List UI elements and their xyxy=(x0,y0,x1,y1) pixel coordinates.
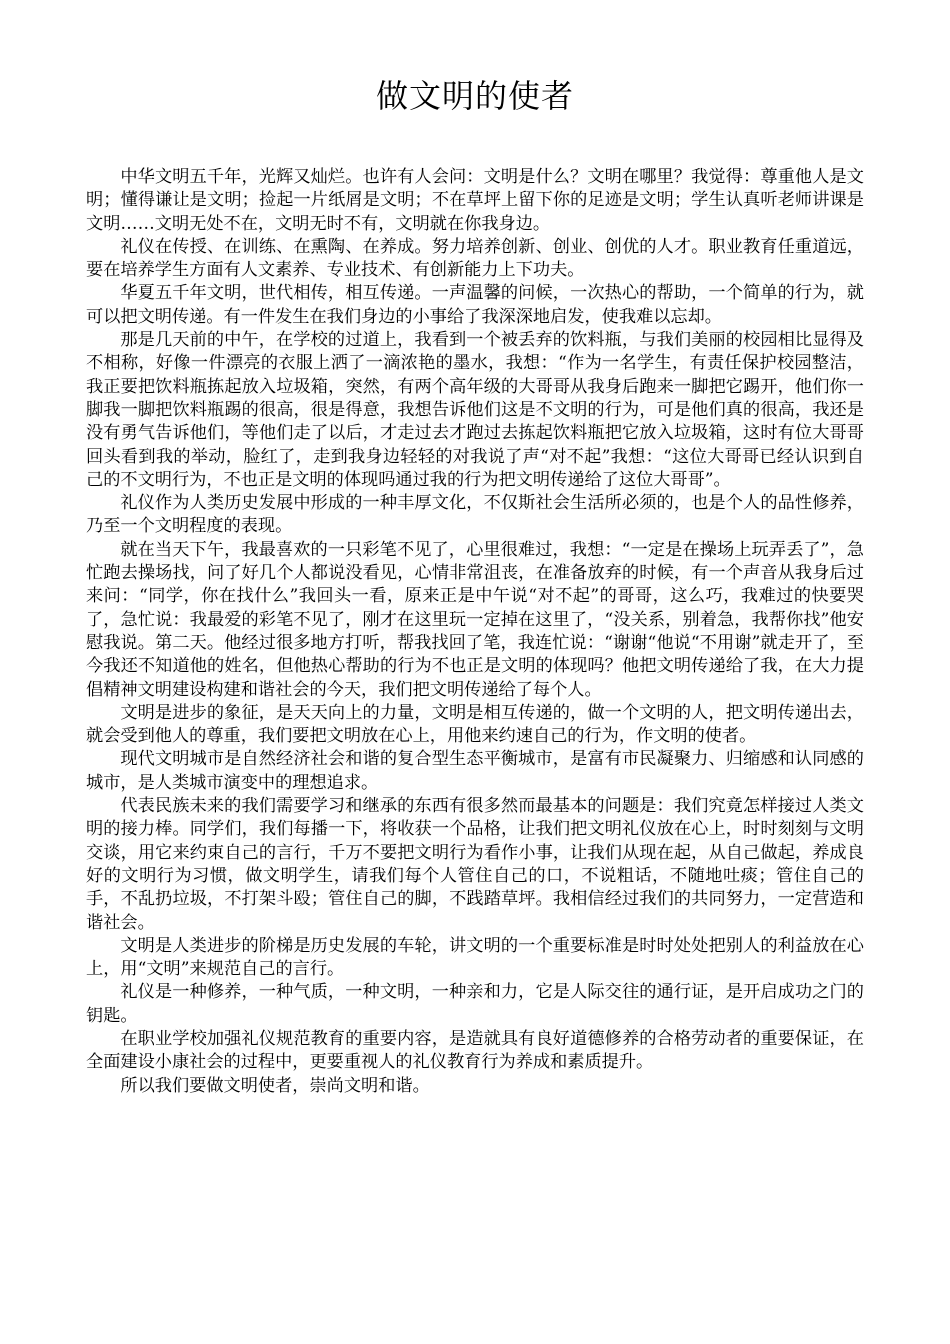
paragraph: 代表民族未来的我们需要学习和继承的东西有很多然而最基本的问题是：我们究竟怎样接过人类文明的接力棒。同学们，我们每播一下，将收获一个品格，让我们把文明礼仪放在心上，时时刻刻与文明交谈，用它来约束自己的言行，千万不要把文明行为看作小事，让我们从现在起，从自己做起，养成良好的文明行为习惯，做文明学生，请我们每个人管住自己的口，不说粗话，不随地吐痰；管住自己的手，不乱扔垃圾，不打架斗殴；管住自己的脚，不践踏草坪。我相信经过我们的共同努力，一定营造和谐社会。 xyxy=(86,796,864,933)
paragraph: 礼仪在传授、在训练、在熏陶、在养成。努力培养创新、创业、创优的人才。职业教育任重道远，要在培养学生方面有人文素养、专业技术、有创新能力上下功夫。 xyxy=(86,236,864,281)
paragraph: 在职业学校加强礼仪规范教育的重要内容，是造就具有良好道德修养的合格劳动者的重要保证，在全面建设小康社会的过程中，更要重视人的礼仪教育行为养成和素质提升。 xyxy=(86,1028,864,1073)
paragraph: 文明是人类进步的阶梯是历史发展的车轮，讲文明的一个重要标准是时时处处把别人的利益放在心上，用“文明”来规范自己的言行。 xyxy=(86,935,864,980)
paragraph: 中华文明五千年，光辉又灿烂。也许有人会问：文明是什么？文明在哪里？我觉得：尊重他人是文明；懂得谦让是文明；捡起一片纸屑是文明；不在草坪上留下你的足迹是文明；学生认真听老师讲课是文明……文明无处不在，文明无时不有，文明就在你我身边。 xyxy=(86,167,864,234)
paragraph: 就在当天下午，我最喜欢的一只彩笔不见了，心里很难过，我想：“一定是在操场上玩弄丢了”，急忙跑去操场找，问了好几个人都说没看见，心情非常沮丧，在准备放弃的时候，有一个声音从我身后过来问：“同学，你在找什么”我回头一看，原来正是中午说“对不起”的哥哥，这么巧，我难过的快要哭了，急忙说：我最爱的彩笔不见了，刚才在这里玩一定掉在这里了，“没关系，别着急，我帮你找”他安慰我说。第二天。他经过很多地方打听，帮我找回了笔，我连忙说：“谢谢“他说“不用谢”就走开了，至今我还不知道他的姓名，但他热心帮助的行为不也正是文明的体现吗？他把文明传递给了我，在大力提倡精神文明建设构建和谐社会的今天，我们把文明传递给了每个人。 xyxy=(86,539,864,700)
paragraph: 华夏五千年文明，世代相传，相互传递。一声温馨的问候，一次热心的帮助，一个简单的行为，就可以把文明传递。有一件发生在我们身边的小事给了我深深地启发，使我难以忘却。 xyxy=(86,283,864,327)
paragraph: 礼仪是一种修养，一种气质，一种文明，一种亲和力，它是人际交往的通行证，是开启成功之门的钥匙。 xyxy=(86,982,864,1026)
paragraph: 礼仪作为人类历史发展中形成的一种丰厚文化，不仅斯社会生活所必须的，也是个人的品性修养，乃至一个文明程度的表现。 xyxy=(86,493,864,537)
paragraph: 那是几天前的中午，在学校的过道上，我看到一个被丢弃的饮料瓶，与我们美丽的校园相比显得及不相称，好像一件漂亮的衣服上洒了一滴浓艳的墨水，我想：“作为一名学生，有责任保护校园整洁，我正要把饮料瓶拣起放入垃圾箱，突然，有两个高年级的大哥哥从我身后跑来一脚把它踢开，他们你一脚我一脚把饮料瓶踢的很高，很是得意，我想告诉他们这是不文明的行为，可是他们真的很高，我还是没有勇气告诉他们，等他们走了以后，才走过去才跑过去拣起饮料瓶把它放入垃圾箱，这时有位大哥哥回头看到我的举动，脸红了，走到我身边轻轻的对我说了声“对不起”我想：“这位大哥哥已经认识到自己的不文明行为，不也正是文明的体现吗通过我的行为把文明传递给了这位大哥哥”。 xyxy=(86,330,864,490)
paragraph: 所以我们要做文明使者，崇尚文明和谐。 xyxy=(120,1075,430,1096)
document-title: 做文明的使者 xyxy=(375,77,574,115)
paragraph: 现代文明城市是自然经济社会和谐的复合型生态平衡城市，是富有市民凝聚力、归缩感和认同感的城市，是人类城市演变中的理想追求。 xyxy=(86,749,864,793)
document-body xyxy=(86,166,864,1098)
paragraph: 文明是进步的象征，是天天向上的力量，文明是相互传递的，做一个文明的人，把文明传递出去，就会受到他人的尊重，我们要把文明放在心上，用他来约速自己的行为，作文明的使者。 xyxy=(86,702,864,747)
